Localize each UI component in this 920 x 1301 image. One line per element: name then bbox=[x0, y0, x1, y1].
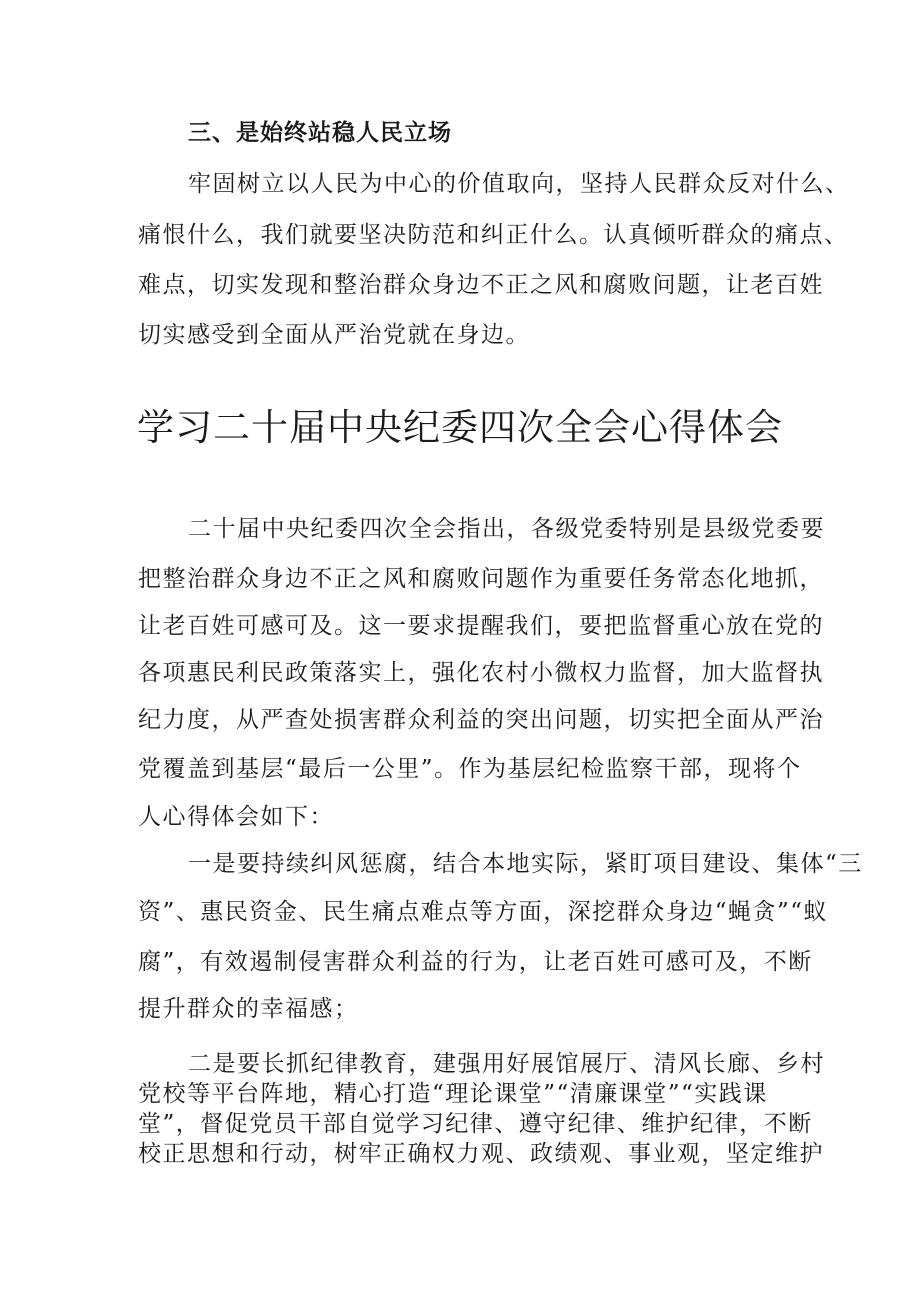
paragraph-line: 二是要长抓纪律教育，建强用好展馆展厅、清风长廊、乡村 bbox=[188, 1051, 825, 1077]
paragraph-line: 党校等平台阵地，精心打造“理论课堂”“清廉课堂”“实践课 bbox=[138, 1081, 768, 1107]
section-line: 痛恨什么，我们就要坚决防范和纠正什么。认真倾听群众的痛点、 bbox=[138, 222, 849, 248]
paragraph-line: 各项惠民利民政策落实上，强化农村小微权力监督，加大监督执 bbox=[138, 660, 824, 686]
paragraph-line: 纪力度，从严查处损害群众利益的突出问题，切实把全面从严治 bbox=[138, 707, 824, 733]
paragraph-line: 堂”，督促党员干部自觉学习纪律、遵守纪律、维护纪律，不断 bbox=[138, 1111, 813, 1137]
paragraph-line: 二十届中央纪委四次全会指出，各级党委特别是县级党委要 bbox=[188, 516, 825, 542]
section-line: 切实感受到全面从严治党就在身边。 bbox=[138, 322, 530, 348]
section-line: 难点，切实发现和整治群众身边不正之风和腐败问题，让老百姓 bbox=[138, 272, 824, 298]
paragraph-line: 党覆盖到基层“最后一公里”。作为基层纪检监察干部，现将个 bbox=[138, 756, 802, 782]
paragraph-line: 校正思想和行动，树牢正确权力观、政绩观、事业观，坚定维护 bbox=[138, 1141, 824, 1167]
paragraph-line: 让老百姓可感可及。这一要求提醒我们，要把监督重心放在党的 bbox=[138, 613, 824, 639]
paragraph-line: 腐”，有效遏制侵害群众利益的行为，让老百姓可感可及，不断 bbox=[138, 949, 813, 975]
section-heading: 三、是始终站稳人民立场 bbox=[188, 120, 452, 146]
section-line: 牢固树立以人民为中心的价值取向，坚持人民群众反对什么、 bbox=[188, 171, 850, 197]
article-title: 学习二十届中央纪委四次全会心得体会 bbox=[137, 406, 783, 449]
paragraph-line: 资”、惠民资金、民生痛点难点等方面，深挖群众身边“蝇贪”“蚁 bbox=[138, 899, 829, 925]
paragraph-line: 提升群众的幸福感； bbox=[138, 996, 359, 1022]
paragraph-line: 人心得体会如下： bbox=[138, 804, 334, 830]
paragraph-line: 一是要持续纠风惩腐，结合本地实际，紧盯项目建设、集体“三 bbox=[188, 851, 863, 877]
paragraph-line: 把整治群众身边不正之风和腐败问题作为重要任务常态化地抓， bbox=[138, 566, 824, 592]
